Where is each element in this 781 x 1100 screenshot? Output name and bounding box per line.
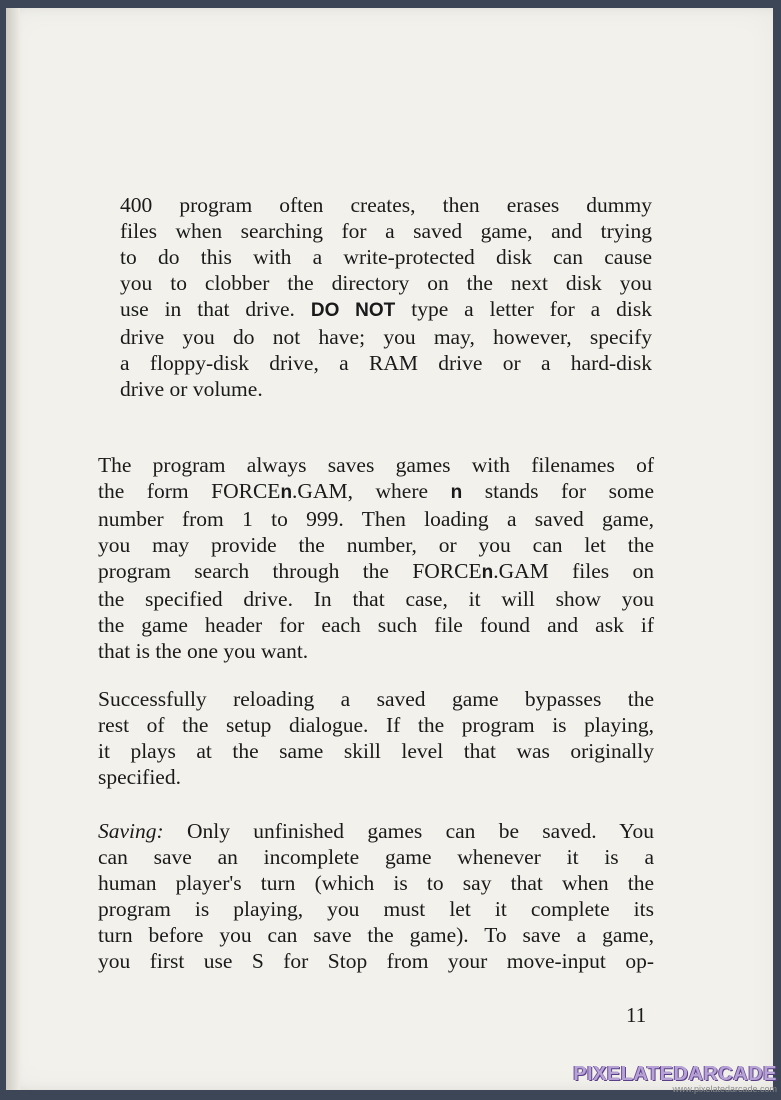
watermark [573,1063,777,1094]
text-line: you first use S for Stop from your move-input op- [98,949,654,973]
emphasis-do-not: DO NOT [310,300,396,321]
text-line: the form FORCEn.GAM, where n stands for some [98,479,655,503]
watermark-url: www.pixelatedarcade.com [672,1084,777,1094]
text-line: program search through the FORCEn.GAM files on [98,559,655,583]
text-line: number from 1 to 999. Then loading a saved game, [98,507,654,531]
paragraph-2 [98,452,654,664]
text-line: 400 program often creates, then erases dummy [120,193,652,217]
paragraph-3 [98,686,654,790]
page-spine [6,8,20,1090]
text-line: you may provide the number, or you can let the [98,533,654,557]
text-line: program is playing, you must let it complete its [98,897,654,921]
page-number: 11 [626,1003,647,1027]
text-line: Successfully reloading a saved game bypasses the [98,687,654,711]
text-line: the specified drive. In that case, it will show you [98,587,654,611]
text-line: to do this with a write-protected disk can cause [120,245,652,269]
text-line: Saving: Only unfinished games can be saved. You [98,819,654,843]
text-line: can save an incomplete game whenever it is a [98,845,654,869]
text-line: you to clobber the directory on the next disk you [120,271,652,295]
text-line: it plays at the same skill level that was originally [98,739,654,763]
text-line: the game header for each such file found and ask if [98,613,654,637]
text-line: drive you do not have; you may, however, specify [120,325,652,349]
text-line: rest of the setup dialogue. If the program is playing, [98,713,654,737]
text-line: The program always saves games with filenames of [98,453,654,477]
watermark-logo: PIXELATEDARCADE [573,1063,777,1085]
text-line: specified. [98,765,181,789]
paragraph-1 [120,192,652,402]
text-line: human player's turn (which is to say that when the [98,871,654,895]
text-line: that is the one you want. [98,639,309,663]
saving-heading: Saving: [98,819,164,843]
text-line: a floppy-disk drive, a RAM drive or a hard-disk [120,351,652,375]
text-line: turn before you can save the game). To save a game, [98,923,654,947]
text-line: files when searching for a saved game, and trying [120,219,652,243]
paragraph-4-saving [98,818,654,974]
text-line: drive or volume. [120,377,263,401]
text-line: use in that drive. DO NOT type a letter for a disk [120,297,652,321]
